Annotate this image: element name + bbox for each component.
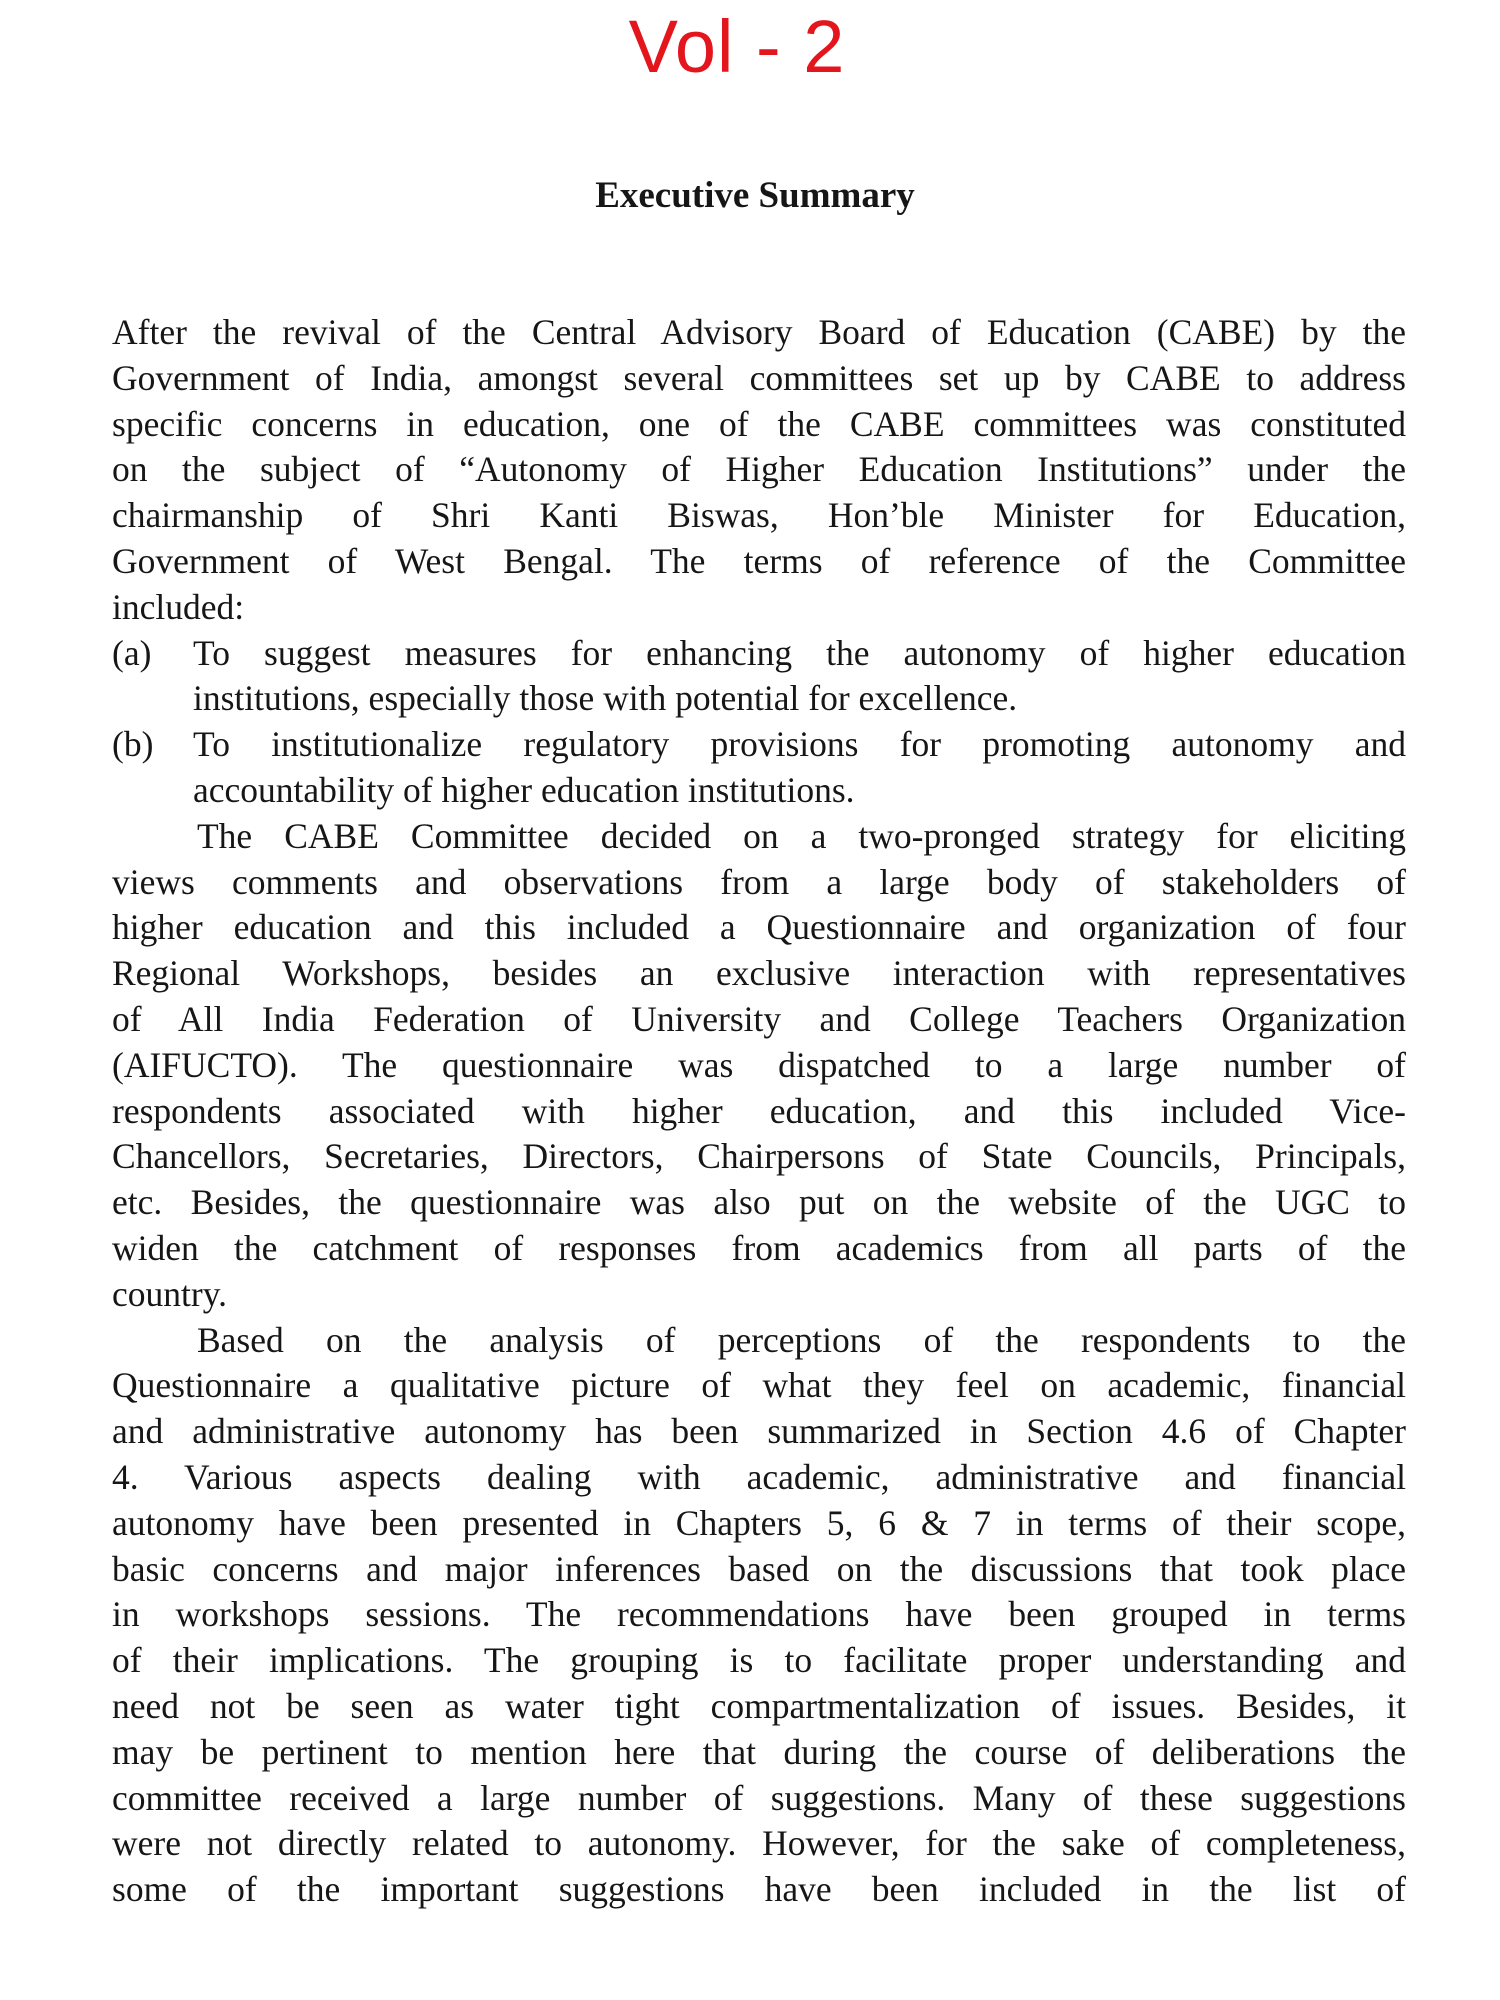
text-line: (AIFUCTO). The questionnaire was dispatched to a large number of [112,1044,1406,1085]
text-line: Regional Workshops, besides an exclusive interaction with representatives [112,953,1406,994]
text-line: some of the important suggestions have been included in the list of [112,1869,1406,1910]
text-line: may be pertinent to mention here that during the course of deliberations the [112,1731,1406,1772]
text-line: The CABE Committee decided on a two-pronged strategy for eliciting [197,815,1406,856]
text-line: need not be seen as water tight compartmentalization of issues. Besides, it [112,1685,1406,1726]
text-line: committee received a large number of suggestions. Many of these suggestions [112,1777,1406,1818]
text-line: views comments and observations from a large body of stakeholders of [112,861,1406,902]
text-line: on the subject of “Autonomy of Higher Education Institutions” under the [112,449,1406,490]
text-line: in workshops sessions. The recommendations have been grouped in terms [112,1594,1406,1635]
page-title: Executive Summary [595,175,915,216]
list-label: (a) [112,632,152,673]
list-item-b [112,722,1406,768]
text-line: chairmanship of Shri Kanti Biswas, Hon’ble Minister for Education, [112,495,1406,536]
text-line: of All India Federation of University and College Teachers Organization [112,998,1406,1039]
text-line: included: [112,586,245,627]
list-label: (b) [112,724,154,765]
text-line: autonomy have been presented in Chapters 5, 6 & 7 in terms of their scope, [112,1502,1406,1543]
text-line: institutions, especially those with potential for excellence. [193,678,1018,719]
text-line: Government of India, amongst several committees set up by CABE to address [112,357,1406,398]
text-line: After the revival of the Central Advisory Board of Education (CABE) by the [112,312,1406,352]
text-line: of their implications. The grouping is to facilitate proper understanding and [112,1640,1406,1681]
volume-label: Vol - 2 [628,5,846,88]
text-line: Government of West Bengal. The terms of reference of the Committee [112,540,1406,581]
text-line: To suggest measures for enhancing the autonomy of higher education [193,632,1406,673]
text-line: accountability of higher education institutions. [193,769,855,810]
text-line: Based on the analysis of perceptions of the respondents to the [197,1319,1406,1360]
document-body [112,310,1406,1913]
list-item-a [112,631,1406,677]
text-line: higher education and this included a Questionnaire and organization of four [112,907,1406,948]
text-line: Chancellors, Secretaries, Directors, Chairpersons of State Councils, Principals, [112,1136,1406,1177]
text-line: basic concerns and major inferences based on the discussions that took place [112,1548,1406,1589]
text-line: country. [112,1273,228,1314]
text-line: were not directly related to autonomy. However, for the sake of completeness, [112,1823,1406,1864]
text-line: 4. Various aspects dealing with academic, administrative and financial [112,1456,1406,1497]
text-line: widen the catchment of responses from academics from all parts of the [112,1227,1406,1268]
text-line: Questionnaire a qualitative picture of what they feel on academic, financial [112,1365,1406,1406]
text-line: and administrative autonomy has been summarized in Section 4.6 of Chapter [112,1411,1406,1452]
text-line: etc. Besides, the questionnaire was also put on the website of the UGC to [112,1182,1406,1223]
text-line: specific concerns in education, one of the CABE committees was constituted [112,403,1406,444]
text-line: respondents associated with higher education, and this included Vice- [112,1090,1406,1131]
text-line: To institutionalize regulatory provisions for promoting autonomy and [193,724,1406,765]
